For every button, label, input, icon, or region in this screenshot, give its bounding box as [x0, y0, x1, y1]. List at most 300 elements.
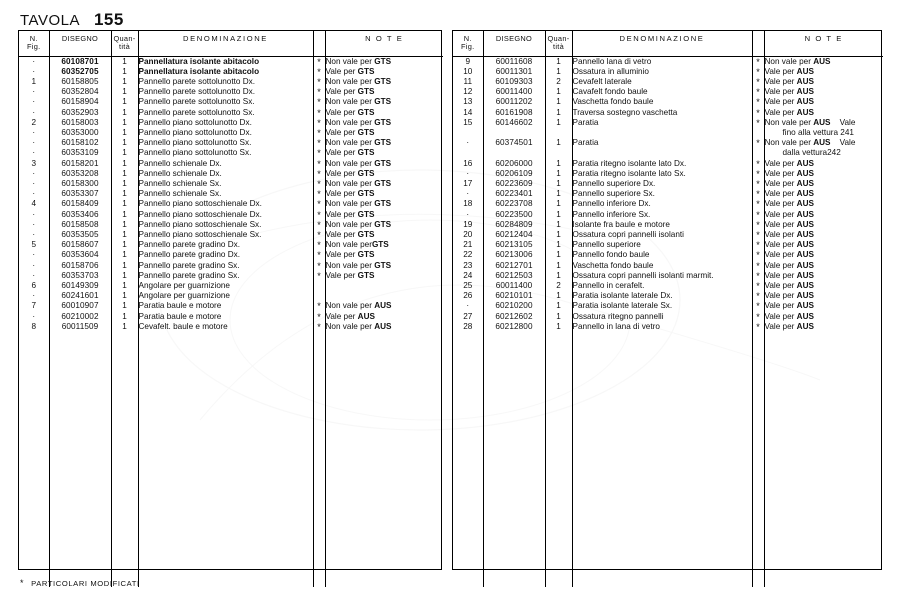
cell-note: Vale per AUS: [764, 322, 883, 332]
cell-empty: [545, 414, 572, 424]
cell-quantita: 1: [545, 271, 572, 281]
table-row[interactable]: [19, 220, 443, 230]
table-header-row: [453, 31, 883, 56]
cell-denominazione: Pannello superiore: [572, 240, 752, 250]
table-row[interactable]: [453, 281, 883, 291]
table-row[interactable]: [19, 87, 443, 97]
cell-empty: [752, 434, 764, 444]
table-row[interactable]: [19, 322, 443, 332]
cell-empty: [313, 557, 325, 567]
cell-empty: [19, 444, 49, 454]
cell-note: Vale per AUS: [764, 230, 883, 240]
cell-empty: [111, 557, 138, 567]
cell-quantita: 1: [545, 322, 572, 332]
cell-empty: [483, 567, 545, 577]
table-row-empty: [453, 506, 883, 516]
cell-denominazione: Paratia isolante laterale Sx.: [572, 301, 752, 311]
cell-fig: 7: [19, 301, 49, 311]
cell-empty: [545, 577, 572, 587]
cell-quantita: 1: [111, 118, 138, 128]
cell-disegno: 60353109: [49, 148, 111, 158]
cell-empty: [325, 495, 443, 505]
cell-modified-marker: *: [752, 108, 764, 118]
cell-denominazione: Vaschetta fondo baule: [572, 261, 752, 271]
cell-note: Vale per AUS: [764, 312, 883, 322]
cell-empty: [313, 516, 325, 526]
table-row-empty: [19, 424, 443, 434]
cell-empty: [752, 495, 764, 505]
table-row[interactable]: [19, 291, 443, 301]
table-row[interactable]: [453, 291, 883, 301]
cell-note: Vale per AUS: [764, 87, 883, 97]
cell-modified-marker: *: [313, 179, 325, 189]
table-row[interactable]: [19, 159, 443, 169]
left-table-body: [19, 56, 443, 587]
cell-empty: [325, 567, 443, 577]
cell-empty: [325, 506, 443, 516]
cell-disegno: 60158805: [49, 77, 111, 87]
cell-empty: [483, 526, 545, 536]
table-row[interactable]: [453, 240, 883, 250]
cell-empty: [572, 454, 752, 464]
cell-note: Vale per AUS: [764, 108, 883, 118]
table-row-empty: [19, 383, 443, 393]
cell-empty: [138, 495, 313, 505]
table-row[interactable]: [19, 230, 443, 240]
table-row[interactable]: [19, 128, 443, 138]
table-row[interactable]: [453, 189, 883, 199]
cell-fig: 18: [453, 199, 483, 209]
cell-empty: [111, 393, 138, 403]
cell-empty: [19, 403, 49, 413]
cell-empty: [19, 485, 49, 495]
table-row[interactable]: [453, 138, 883, 148]
cell-denominazione: Paratia: [572, 138, 752, 148]
cell-empty: [111, 506, 138, 516]
header-quantita: Quan- tità: [545, 31, 572, 56]
cell-modified-marker: *: [752, 230, 764, 240]
cell-fig: 3: [19, 159, 49, 169]
cell-denominazione: Pannello schienale Dx.: [138, 159, 313, 169]
cell-empty: [764, 332, 883, 342]
table-row-empty: [453, 546, 883, 556]
header-denominazione: DENOMINAZIONE: [138, 31, 313, 56]
cell-quantita: 1: [111, 301, 138, 311]
cell-note: Non vale per AUS: [325, 301, 443, 311]
cell-empty: [49, 332, 111, 342]
cell-empty: [19, 475, 49, 485]
footer-legend: [20, 578, 140, 588]
table-row[interactable]: [453, 322, 883, 332]
cell-empty: [764, 383, 883, 393]
cell-empty: [313, 403, 325, 413]
table-row[interactable]: [19, 97, 443, 107]
cell-empty: [764, 454, 883, 464]
table-row[interactable]: [453, 77, 883, 87]
cell-disegno: 60212404: [483, 230, 545, 240]
table-row[interactable]: [19, 261, 443, 271]
cell-empty: [572, 546, 752, 556]
cell-empty: [752, 536, 764, 546]
cell-denominazione: Isolante fra baule e motore: [572, 220, 752, 230]
cell-empty: [752, 454, 764, 464]
table-row[interactable]: [453, 230, 883, 240]
cell-empty: [764, 526, 883, 536]
table-row[interactable]: [19, 281, 443, 291]
table-row[interactable]: [453, 271, 883, 281]
cell-empty: [49, 424, 111, 434]
table-row[interactable]: [453, 250, 883, 260]
cell-modified-marker: *: [752, 291, 764, 301]
table-row[interactable]: [453, 67, 883, 77]
cell-empty: [111, 434, 138, 444]
cell-modified-marker: *: [752, 240, 764, 250]
cell-note: Vale per AUS: [764, 250, 883, 260]
cell-fig: 11: [453, 77, 483, 87]
cell-modified-marker: *: [752, 261, 764, 271]
cell-empty: [572, 567, 752, 577]
cell-empty: [453, 557, 483, 567]
cell-empty: [572, 465, 752, 475]
table-row[interactable]: [19, 77, 443, 87]
table-row-empty: [19, 557, 443, 567]
cell-empty: [764, 495, 883, 505]
cell-disegno: 60284809: [483, 220, 545, 230]
cell-empty: [313, 414, 325, 424]
table-row[interactable]: [453, 108, 883, 118]
table-row[interactable]: [453, 199, 883, 209]
table-row[interactable]: [19, 312, 443, 322]
cell-denominazione: Pannello parete sottolunotto Dx.: [138, 87, 313, 97]
cell-empty: [483, 444, 545, 454]
table-row[interactable]: [19, 148, 443, 158]
cell-empty: [49, 506, 111, 516]
cell-quantita: 1: [545, 250, 572, 260]
cell-empty: [752, 383, 764, 393]
table-row[interactable]: [453, 148, 883, 158]
cell-modified-marker: [313, 291, 325, 301]
cell-disegno: 60149309: [49, 281, 111, 291]
table-row[interactable]: [19, 271, 443, 281]
cell-fig: ·: [19, 179, 49, 189]
cell-empty: [138, 393, 313, 403]
cell-empty: [764, 546, 883, 556]
cell-quantita: 1: [545, 301, 572, 311]
cell-denominazione: Pannello piano sottoschienale Sx.: [138, 220, 313, 230]
cell-empty: [764, 352, 883, 362]
cell-empty: [19, 526, 49, 536]
cell-empty: [545, 373, 572, 383]
cell-empty: [325, 526, 443, 536]
cell-disegno: 60212503: [483, 271, 545, 281]
cell-empty: [483, 342, 545, 352]
cell-empty: [453, 516, 483, 526]
cell-denominazione: Pannello in lana di vetro: [572, 322, 752, 332]
cell-note: Vale per GTS: [325, 230, 443, 240]
table-row[interactable]: [453, 87, 883, 97]
cell-empty: [764, 475, 883, 485]
cell-disegno: 60158508: [49, 220, 111, 230]
table-row[interactable]: [453, 169, 883, 179]
cell-empty: [138, 414, 313, 424]
cell-empty: [138, 383, 313, 393]
cell-empty: [49, 516, 111, 526]
cell-empty: [545, 546, 572, 556]
table-row[interactable]: [19, 199, 443, 209]
cell-empty: [764, 414, 883, 424]
cell-quantita: 1: [111, 271, 138, 281]
table-row[interactable]: [453, 118, 883, 128]
cell-empty: [483, 424, 545, 434]
cell-quantita: 1: [111, 230, 138, 240]
cell-quantita: 1: [111, 189, 138, 199]
cell-empty: [325, 403, 443, 413]
cell-note: Vale per GTS: [325, 128, 443, 138]
header-denominazione: DENOMINAZIONE: [572, 31, 752, 56]
cell-empty: [572, 526, 752, 536]
cell-empty: [572, 363, 752, 373]
cell-empty: [545, 485, 572, 495]
table-row-empty: [453, 352, 883, 362]
table-row[interactable]: [19, 189, 443, 199]
cell-disegno: 60210101: [483, 291, 545, 301]
cell-disegno: 60158003: [49, 118, 111, 128]
cell-quantita: 1: [111, 87, 138, 97]
cell-empty: [19, 465, 49, 475]
table-row-empty: [19, 495, 443, 505]
cell-empty: [483, 546, 545, 556]
cell-quantita: 1: [545, 189, 572, 199]
table-row[interactable]: [453, 301, 883, 311]
cell-denominazione: Pannello schienale Dx.: [138, 169, 313, 179]
cell-quantita: 1: [545, 169, 572, 179]
cell-empty: [138, 424, 313, 434]
cell-note: Non vale per AUS: [764, 56, 883, 67]
cell-quantita: 1: [111, 220, 138, 230]
table-row[interactable]: [19, 179, 443, 189]
cell-empty: [545, 424, 572, 434]
table-row[interactable]: [453, 220, 883, 230]
cell-note: Vale per GTS: [325, 250, 443, 260]
cell-empty: [545, 557, 572, 567]
cell-empty: [453, 536, 483, 546]
cell-empty: [453, 352, 483, 362]
cell-modified-marker: *: [313, 148, 325, 158]
cell-empty: [752, 444, 764, 454]
cell-disegno: 60010907: [49, 301, 111, 311]
cell-empty: [138, 557, 313, 567]
cell-note: Non vale per GTS: [325, 77, 443, 87]
cell-modified-marker: *: [752, 322, 764, 332]
table-row-empty: [453, 444, 883, 454]
cell-fig: 27: [453, 312, 483, 322]
cell-empty: [764, 536, 883, 546]
cell-quantita: 1: [111, 56, 138, 67]
asterisk-icon: *: [20, 578, 25, 588]
cell-quantita: 1: [545, 199, 572, 209]
cell-denominazione: Pannello piano sottoschienale Dx.: [138, 199, 313, 209]
cell-empty: [545, 495, 572, 505]
cell-empty: [572, 424, 752, 434]
cell-empty: [313, 536, 325, 546]
table-row[interactable]: [453, 128, 883, 138]
cell-empty: [19, 424, 49, 434]
cell-disegno: 60011202: [483, 97, 545, 107]
cell-fig: ·: [19, 148, 49, 158]
table-row[interactable]: [453, 312, 883, 322]
cell-disegno: 60011509: [49, 322, 111, 332]
table-row[interactable]: [19, 56, 443, 67]
cell-empty: [19, 557, 49, 567]
cell-disegno: 60158102: [49, 138, 111, 148]
cell-empty: [313, 495, 325, 505]
cell-modified-marker: *: [313, 138, 325, 148]
table-row-empty: [19, 454, 443, 464]
cell-disegno: [483, 148, 545, 158]
cell-fig: 28: [453, 322, 483, 332]
table-row[interactable]: [19, 67, 443, 77]
cell-fig: ·: [19, 250, 49, 260]
cell-note: Vale per GTS: [325, 169, 443, 179]
cell-modified-marker: *: [752, 97, 764, 107]
cell-fig: ·: [19, 128, 49, 138]
cell-empty: [752, 475, 764, 485]
cell-note: Non vale per AUS: [325, 322, 443, 332]
cell-empty: [752, 363, 764, 373]
table-row-empty: [453, 393, 883, 403]
cell-empty: [545, 475, 572, 485]
cell-empty: [19, 536, 49, 546]
cell-fig: ·: [453, 210, 483, 220]
cell-empty: [483, 434, 545, 444]
cell-disegno: 60353604: [49, 250, 111, 260]
cell-empty: [483, 536, 545, 546]
table-row-empty: [19, 393, 443, 403]
cell-modified-marker: *: [313, 97, 325, 107]
cell-disegno: 60353208: [49, 169, 111, 179]
cell-empty: [572, 444, 752, 454]
cell-note: Non vale per GTS: [325, 118, 443, 128]
table-row-empty: [19, 342, 443, 352]
cell-empty: [572, 342, 752, 352]
cell-empty: [49, 444, 111, 454]
cell-empty: [111, 536, 138, 546]
cell-empty: [49, 342, 111, 352]
cell-quantita: 1: [545, 138, 572, 148]
table-row[interactable]: [453, 261, 883, 271]
cell-denominazione: Pannello inferiore Sx.: [572, 210, 752, 220]
cell-empty: [19, 373, 49, 383]
table-row[interactable]: [19, 301, 443, 311]
cell-modified-marker: *: [752, 250, 764, 260]
cell-empty: [483, 475, 545, 485]
cell-note: Vale per AUS: [764, 169, 883, 179]
cell-empty: [313, 546, 325, 556]
table-row[interactable]: [19, 240, 443, 250]
cell-denominazione: Pannellatura isolante abitacolo: [138, 67, 313, 77]
table-row-empty: [453, 414, 883, 424]
cell-empty: [138, 403, 313, 413]
cell-empty: [325, 352, 443, 362]
table-row[interactable]: [453, 179, 883, 189]
cell-disegno: 60206109: [483, 169, 545, 179]
cell-empty: [313, 424, 325, 434]
cell-fig: ·: [453, 189, 483, 199]
cell-empty: [752, 546, 764, 556]
table-row[interactable]: [19, 210, 443, 220]
cell-empty: [325, 424, 443, 434]
cell-modified-marker: *: [752, 56, 764, 67]
table-row[interactable]: [19, 108, 443, 118]
cell-denominazione: Ossatura ritegno pannelli: [572, 312, 752, 322]
cell-fig: ·: [453, 301, 483, 311]
table-row[interactable]: [453, 56, 883, 67]
table-row[interactable]: [19, 138, 443, 148]
cell-empty: [752, 506, 764, 516]
cell-empty: [325, 546, 443, 556]
cell-empty: [752, 342, 764, 352]
cell-empty: [483, 383, 545, 393]
cell-disegno: 60161908: [483, 108, 545, 118]
header-quantita: Quan- tità: [111, 31, 138, 56]
cell-empty: [483, 414, 545, 424]
cell-denominazione: Pannello fondo baule: [572, 250, 752, 260]
cell-modified-marker: *: [752, 179, 764, 189]
table-row-empty: [453, 557, 883, 567]
cell-empty: [545, 383, 572, 393]
cell-empty: [111, 363, 138, 373]
cell-note: Non vale per GTS: [325, 199, 443, 209]
table-row-empty: [19, 352, 443, 362]
table-row-empty: [453, 383, 883, 393]
table-row-empty: [453, 465, 883, 475]
cell-fig: 21: [453, 240, 483, 250]
cell-disegno: 60223500: [483, 210, 545, 220]
cell-note: Vale per AUS: [764, 220, 883, 230]
cell-note: Vale per GTS: [325, 189, 443, 199]
cell-note: Vale per AUS: [764, 261, 883, 271]
cell-empty: [138, 577, 313, 587]
cell-empty: [138, 516, 313, 526]
cell-note: Vale per AUS: [764, 240, 883, 250]
cell-empty: [453, 393, 483, 403]
table-row[interactable]: [453, 97, 883, 107]
cell-empty: [19, 516, 49, 526]
cell-empty: [313, 352, 325, 362]
table-row[interactable]: [19, 169, 443, 179]
table-row[interactable]: [453, 159, 883, 169]
cell-modified-marker: *: [313, 87, 325, 97]
table-row-empty: [453, 373, 883, 383]
table-row[interactable]: [19, 250, 443, 260]
cell-empty: [764, 434, 883, 444]
cell-empty: [483, 332, 545, 342]
cell-empty: [325, 557, 443, 567]
cell-empty: [19, 506, 49, 516]
cell-empty: [49, 414, 111, 424]
cell-fig: ·: [19, 97, 49, 107]
cell-quantita: 1: [545, 87, 572, 97]
parts-table-right: [452, 30, 882, 570]
table-row-empty: [19, 465, 443, 475]
cell-note: Vale per GTS: [325, 108, 443, 118]
cell-modified-marker: *: [752, 87, 764, 97]
cell-denominazione: Pannello parete gradino Sx.: [138, 271, 313, 281]
table-row[interactable]: [453, 210, 883, 220]
table-row[interactable]: [19, 118, 443, 128]
cell-fig: 4: [19, 199, 49, 209]
cell-modified-marker: *: [752, 189, 764, 199]
